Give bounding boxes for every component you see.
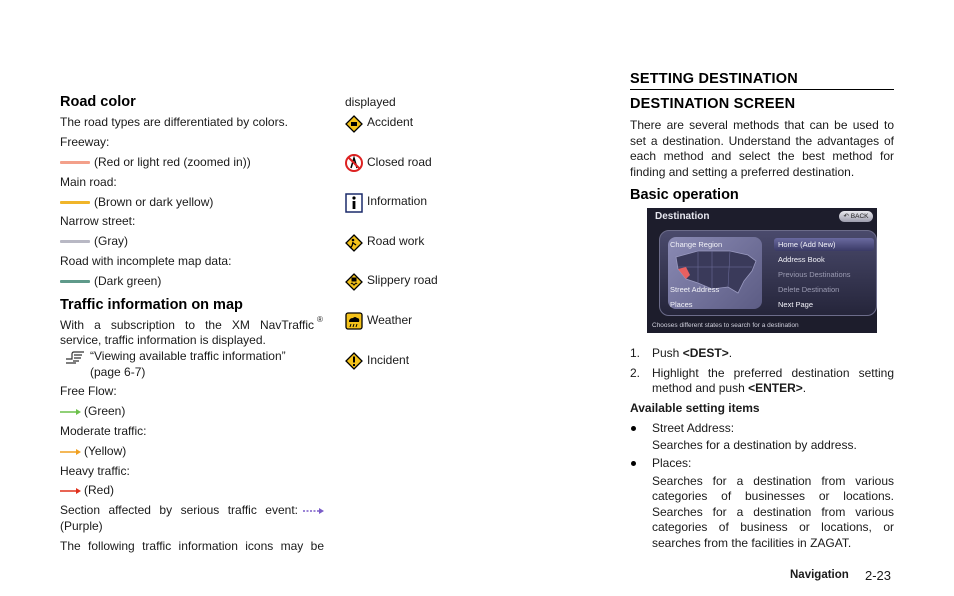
incomplete-road-swatch bbox=[60, 280, 90, 283]
places-title: Places: bbox=[652, 456, 692, 470]
menu-change-region[interactable]: Change Region bbox=[670, 240, 723, 249]
registered-mark: ® bbox=[317, 315, 323, 324]
places-line-3: Searches for a destination from various bbox=[652, 505, 894, 519]
accident-icon bbox=[345, 115, 363, 133]
back-button[interactable]: ↶ BACK bbox=[839, 211, 873, 222]
freeway-label: Freeway: bbox=[60, 135, 110, 149]
incomplete-road-desc: (Dark green) bbox=[94, 274, 162, 288]
traffic-sub-line1: With a subscription to the XM NavTraffic bbox=[60, 318, 314, 332]
menu-delete-destination[interactable]: Delete Destination bbox=[778, 285, 840, 294]
street-address-desc: Searches for a destination by address. bbox=[652, 438, 857, 452]
slippery-road-icon bbox=[345, 273, 363, 291]
freeway-swatch bbox=[60, 161, 90, 164]
narrow-street-label: Narrow street: bbox=[60, 214, 136, 228]
heavy-desc: (Red) bbox=[84, 483, 115, 497]
places-line-2: categories of businesses or locations. bbox=[652, 489, 894, 503]
page-number: 2-23 bbox=[865, 568, 892, 583]
weather-icon bbox=[345, 312, 363, 330]
places-line-5: searches from the facilities in ZAGAT. bbox=[652, 536, 852, 550]
menu-home-add-new[interactable]: Home (Add New) bbox=[778, 240, 836, 249]
step2-line1: Highlight the preferred destination setting bbox=[652, 366, 894, 380]
street-address-title: Street Address: bbox=[652, 421, 735, 435]
section-rule bbox=[630, 89, 894, 90]
following-line: The following traffic information icons may be bbox=[60, 539, 324, 553]
available-heading: Available setting items bbox=[630, 401, 760, 415]
menu-next-page[interactable]: Next Page bbox=[778, 300, 814, 309]
incomplete-road-label: Road with incomplete map data: bbox=[60, 254, 232, 268]
main-road-desc: (Brown or dark yellow) bbox=[94, 195, 214, 209]
basic-operation-heading: Basic operation bbox=[630, 187, 739, 203]
step1-text: Push <DEST>. bbox=[652, 346, 733, 360]
moderate-desc: (Yellow) bbox=[84, 444, 127, 458]
menu-address-book[interactable]: Address Book bbox=[778, 255, 825, 264]
bullet-places bbox=[631, 461, 636, 466]
road-work-icon bbox=[345, 234, 363, 252]
intro-line-2: set a destination. Understand the advantages of bbox=[630, 134, 894, 148]
menu-panel bbox=[659, 230, 877, 316]
serious-arrow bbox=[303, 507, 325, 515]
accident-label: Accident bbox=[367, 115, 414, 129]
road-color-heading: Road color bbox=[60, 94, 136, 110]
road-color-intro: The road types are differentiated by colors. bbox=[60, 115, 288, 129]
displayed-cont: displayed bbox=[345, 95, 396, 109]
reference-page[interactable]: (page 6-7) bbox=[90, 365, 146, 379]
destination-screen-heading: DESTINATION SCREEN bbox=[630, 96, 796, 112]
intro-line-4: finding and setting a preferred destination. bbox=[630, 165, 855, 179]
intro-line-3: each method and select the best method for bbox=[630, 149, 894, 163]
section-title: SETTING DESTINATION bbox=[630, 71, 798, 87]
free-flow-arrow bbox=[60, 408, 82, 416]
closed-road-label: Closed road bbox=[367, 155, 432, 169]
heavy-label: Heavy traffic: bbox=[60, 464, 130, 478]
places-line-1: Searches for a destination from various bbox=[652, 474, 894, 488]
road-work-label: Road work bbox=[367, 234, 425, 248]
places-line-4: categories of business or locations, or bbox=[652, 520, 894, 534]
slippery-road-label: Slippery road bbox=[367, 273, 438, 287]
step2-num: 2. bbox=[630, 366, 641, 380]
free-flow-desc: (Green) bbox=[84, 404, 126, 418]
information-icon bbox=[345, 193, 363, 213]
traffic-sub-line2: service, traffic information is displayed. bbox=[60, 333, 266, 347]
moderate-arrow bbox=[60, 448, 82, 456]
freeway-desc: (Red or light red (zoomed in)) bbox=[94, 155, 251, 169]
reference-hand-icon bbox=[64, 350, 86, 366]
heavy-arrow bbox=[60, 487, 82, 495]
bullet-street bbox=[631, 426, 636, 431]
intro-line-1: There are several methods that can be used to bbox=[630, 118, 894, 132]
main-road-label: Main road: bbox=[60, 175, 117, 189]
menu-previous-destinations[interactable]: Previous Destinations bbox=[778, 270, 851, 279]
closed-road-icon bbox=[345, 154, 363, 172]
information-label: Information bbox=[367, 194, 428, 208]
serious-line1: Section affected by serious traffic event: bbox=[60, 503, 298, 517]
main-road-swatch bbox=[60, 201, 90, 204]
incident-icon bbox=[345, 352, 363, 370]
screen-title: Destination bbox=[655, 211, 710, 222]
narrow-street-swatch bbox=[60, 240, 90, 243]
moderate-label: Moderate traffic: bbox=[60, 424, 147, 438]
reference-line1[interactable]: “Viewing available traffic information” bbox=[90, 349, 286, 363]
step2-line2: method and push <ENTER>. bbox=[652, 381, 807, 395]
incident-label: Incident bbox=[367, 353, 410, 367]
traffic-heading: Traffic information on map bbox=[60, 297, 243, 313]
screen-status: Chooses different states to search for a destination bbox=[652, 322, 799, 329]
footer-section: Navigation bbox=[790, 569, 849, 581]
menu-places[interactable]: Places bbox=[670, 300, 693, 309]
free-flow-label: Free Flow: bbox=[60, 384, 117, 398]
menu-street-address[interactable]: Street Address bbox=[670, 285, 720, 294]
serious-line2: (Purple) bbox=[60, 519, 103, 533]
narrow-street-desc: (Gray) bbox=[94, 234, 128, 248]
destination-screen-image bbox=[647, 208, 877, 333]
weather-label: Weather bbox=[367, 313, 413, 327]
step1-num: 1. bbox=[630, 346, 641, 360]
